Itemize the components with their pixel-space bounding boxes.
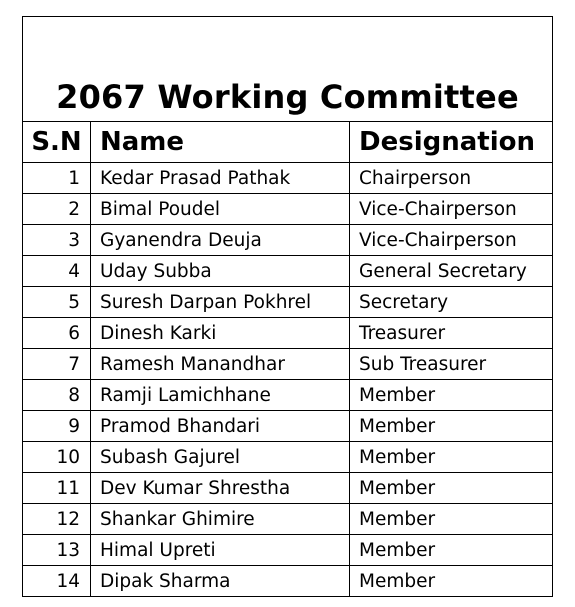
table-title: 2067 Working Committee	[23, 17, 553, 122]
name-cell: Pramod Bhandari	[91, 411, 350, 442]
sn-cell: 4	[23, 256, 91, 287]
name-cell: Gyanendra Deuja	[91, 225, 350, 256]
table-row	[23, 380, 553, 411]
table-row	[23, 442, 553, 473]
designation-cell: Member	[350, 411, 553, 442]
committee-table	[22, 16, 553, 597]
column-header-designation: Designation	[350, 122, 553, 163]
table-row	[23, 287, 553, 318]
sn-cell: 8	[23, 380, 91, 411]
sn-cell: 9	[23, 411, 91, 442]
designation-cell: Member	[350, 566, 553, 597]
column-header-name: Name	[91, 122, 350, 163]
name-cell: Uday Subba	[91, 256, 350, 287]
designation-cell: Member	[350, 504, 553, 535]
name-cell: Ramji Lamichhane	[91, 380, 350, 411]
column-header-sn: S.N	[23, 122, 91, 163]
designation-cell: Member	[350, 380, 553, 411]
designation-cell: Vice-Chairperson	[350, 194, 553, 225]
name-cell: Kedar Prasad Pathak	[91, 163, 350, 194]
designation-cell: Member	[350, 535, 553, 566]
table-body	[23, 163, 553, 597]
table-row	[23, 225, 553, 256]
designation-cell: Member	[350, 442, 553, 473]
table-row	[23, 473, 553, 504]
sn-cell: 12	[23, 504, 91, 535]
table-row	[23, 411, 553, 442]
name-cell: Dinesh Karki	[91, 318, 350, 349]
name-cell: Shankar Ghimire	[91, 504, 350, 535]
table-row	[23, 256, 553, 287]
sn-cell: 3	[23, 225, 91, 256]
name-cell: Ramesh Manandhar	[91, 349, 350, 380]
designation-cell: Treasurer	[350, 318, 553, 349]
sn-cell: 14	[23, 566, 91, 597]
name-cell: Suresh Darpan Pokhrel	[91, 287, 350, 318]
name-cell: Bimal Poudel	[91, 194, 350, 225]
table-row	[23, 163, 553, 194]
name-cell: Himal Upreti	[91, 535, 350, 566]
name-cell: Dipak Sharma	[91, 566, 350, 597]
table-row	[23, 566, 553, 597]
sn-cell: 1	[23, 163, 91, 194]
designation-cell: Secretary	[350, 287, 553, 318]
table-row	[23, 318, 553, 349]
table-row	[23, 535, 553, 566]
sn-cell: 7	[23, 349, 91, 380]
sn-cell: 13	[23, 535, 91, 566]
designation-cell: Member	[350, 473, 553, 504]
table-row	[23, 194, 553, 225]
sn-cell: 6	[23, 318, 91, 349]
designation-cell: Chairperson	[350, 163, 553, 194]
name-cell: Dev Kumar Shrestha	[91, 473, 350, 504]
sn-cell: 2	[23, 194, 91, 225]
sn-cell: 5	[23, 287, 91, 318]
table-row	[23, 349, 553, 380]
sn-cell: 11	[23, 473, 91, 504]
sn-cell: 10	[23, 442, 91, 473]
header-row	[23, 122, 553, 163]
table-row	[23, 504, 553, 535]
name-cell: Subash Gajurel	[91, 442, 350, 473]
designation-cell: General Secretary	[350, 256, 553, 287]
designation-cell: Sub Treasurer	[350, 349, 553, 380]
designation-cell: Vice-Chairperson	[350, 225, 553, 256]
